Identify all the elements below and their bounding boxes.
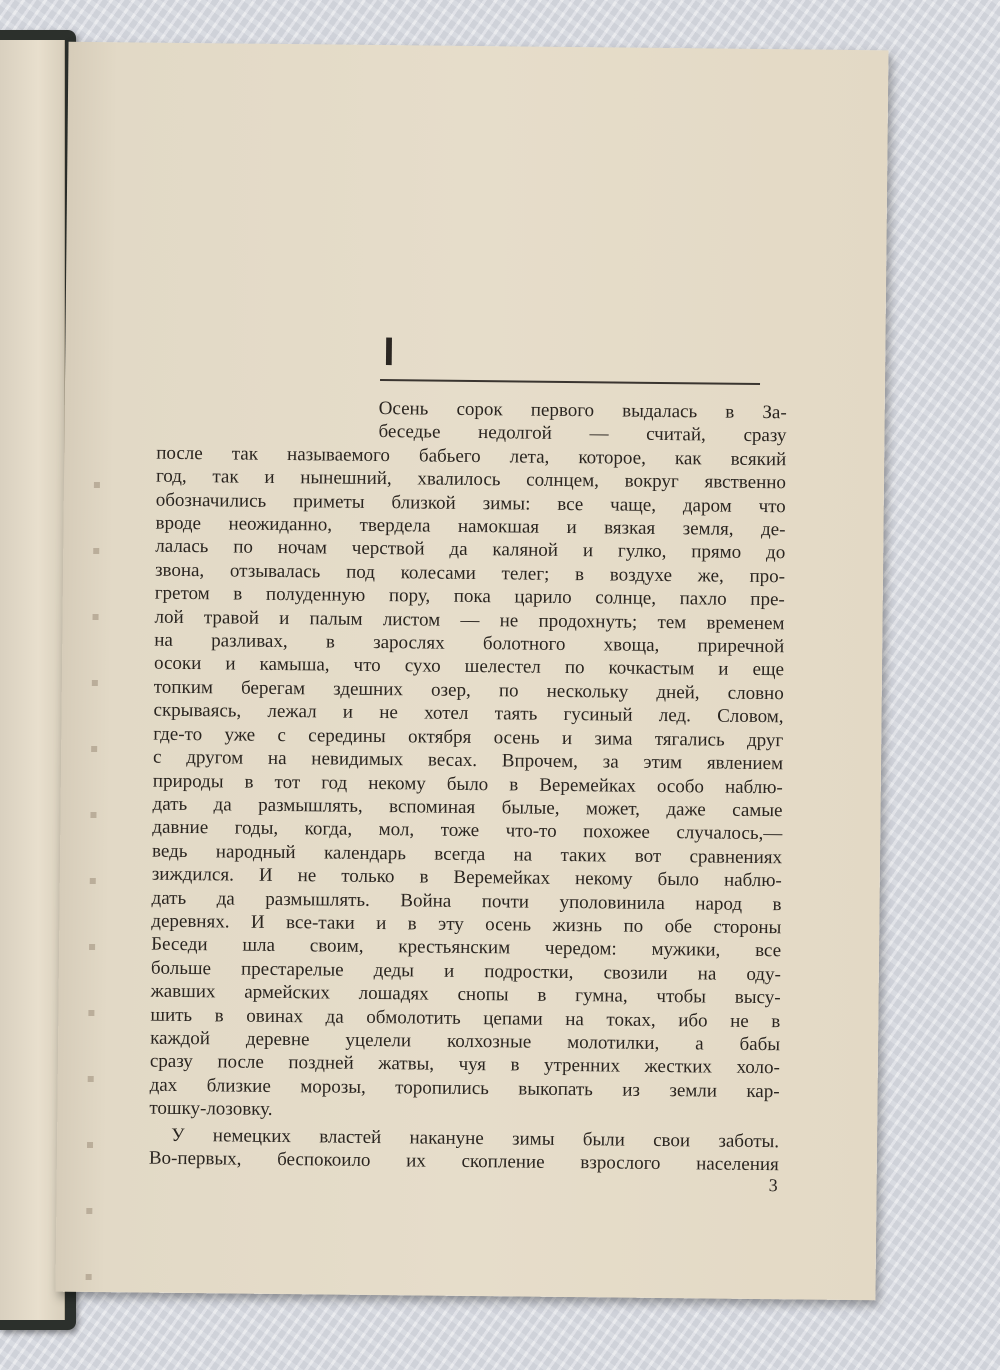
text-line: Беседи шла своим, крестьянским чередом: мужики, все <box>151 933 782 962</box>
text-line: давние годы, когда, мол, тоже что-то похожее случалось,— <box>152 816 783 845</box>
chapter-rule <box>380 379 760 385</box>
text-line: вроде неожиданно, твердела намокшая и вязкая земля, де- <box>155 512 786 541</box>
text-line: больше престарелые деды и подростки, свозили на оду- <box>150 957 781 986</box>
text-line: Осень сорок первого выдалась в За- <box>378 398 787 424</box>
text-line: дать да размышлять, вспоминая былые, может, даже самые <box>152 793 783 822</box>
chapter-number: I <box>383 330 395 375</box>
text-line: с другом на невидимых весах. Впрочем, за этим явлением <box>152 746 784 775</box>
text-line: обозначились приметы близкой зимы: все чаще, даром что <box>155 489 786 517</box>
paragraph-1 <box>149 395 787 1127</box>
text-line: У немецких властей накануне зимы были свои заботы. <box>171 1124 780 1152</box>
text-line: на разливах, в зарослях болотного хвоща, приречной <box>154 629 785 658</box>
text-line: ведь народный календарь всегда на таких вот сравнениях <box>151 840 783 868</box>
text-line: деревнях. И все-таки и в эту осень жизнь по обе стороны <box>151 910 782 939</box>
text-line: топким берегам здешних озер, по нескольку дней, словно <box>153 676 784 705</box>
text-line: дать да размышлять. Война почти уполовинила народ в <box>151 887 782 915</box>
text-line: лой травой и палым листом — не продохнуть; тем временем <box>154 606 785 634</box>
text-line: лалась по ночам черствой да каляной и гулко, прямо до <box>155 536 786 564</box>
book-page <box>55 42 888 1301</box>
body-text <box>149 395 787 1177</box>
text-line: жавших армейских лошадях снопы в гумна, чтобы высу- <box>150 980 781 1009</box>
text-line: тошку-лозовку. <box>149 1097 273 1121</box>
text-line: шить в овинах да обмолотить цепами на токах, ибо не в <box>150 1004 781 1032</box>
text-line: где-то уже с середины октября осень и зима тягались друг <box>153 723 784 751</box>
text-line: звона, отзывалась под колесами телег; в воздухе же, про- <box>154 559 786 588</box>
text-line: осоки и камыша, что сухо шелестел по кочкастым и еще <box>153 653 785 681</box>
text-line: год, так и нынешний, хвалилось солнцем, вокруг явственно <box>155 465 787 494</box>
paragraph-2 <box>149 1123 779 1176</box>
page-number: 3 <box>768 1175 778 1196</box>
text-line: сразу после поздней жатвы, чуя в утренних жестких холо- <box>149 1051 780 1079</box>
text-line: беседье недолгой — считай, сразу <box>378 421 787 447</box>
text-line: после так называемого бабьего лета, которое, как всякий <box>156 442 787 471</box>
text-line: дах близкие морозы, торопились выкопать из земли кар- <box>149 1074 780 1103</box>
text-line: каждой деревне уцелели колхозные молотилки, а бабы <box>150 1027 781 1056</box>
text-line: Во-первых, беспокоило их скопление взрослого населения <box>148 1147 779 1176</box>
text-line: гретом в полуденную пору, пока царило солнце, пахло пре- <box>154 582 785 611</box>
text-line: скрываясь, лежал и не хотел таять гусиный лед. Словом, <box>153 699 784 728</box>
text-line: природы в тот год некому было в Веремейках особо наблю- <box>152 770 783 798</box>
text-line: зиждился. И не только в Веремейках некому было наблю- <box>151 863 782 892</box>
facing-page-edge <box>0 40 65 1320</box>
binding-stitches <box>85 422 100 1302</box>
